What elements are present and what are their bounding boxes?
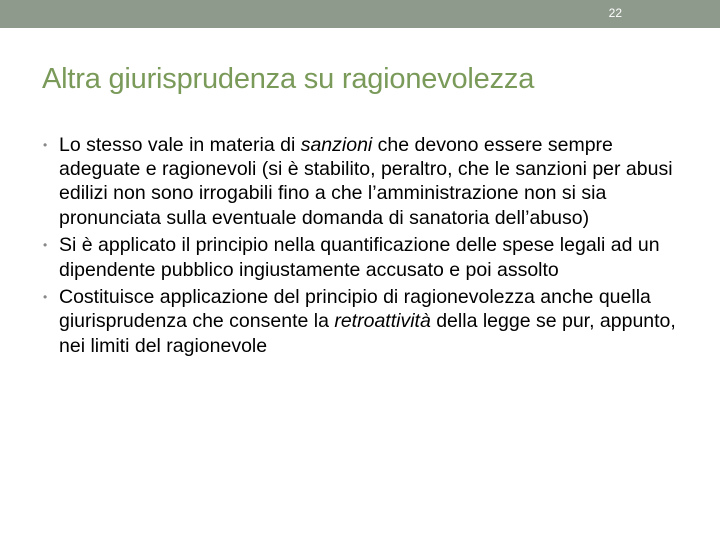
bullet-item: [40, 133, 680, 230]
header-bar: [0, 0, 720, 28]
slide-title: Altra giurisprudenza su ragionevolezza: [42, 63, 535, 95]
emphasis-text: sanzioni: [300, 134, 373, 156]
bullet-icon: •: [43, 238, 48, 253]
bullet-item: [40, 285, 680, 358]
bullet-text: Lo stesso vale in materia di sanzioni che devono essere sempre adeguate e ragionevoli (si è stabilito, peraltro, che le sanzioni per abusi edilizi non sono irrogabili fino a che l’amministrazione non si sia pronunciata sulla eventuale domanda di sanatoria dell’abuso): [59, 134, 673, 229]
emphasis-text: retroattività: [334, 310, 431, 333]
slide-number: 22: [608, 6, 622, 20]
bullet-item: [40, 233, 680, 281]
bullet-icon: •: [43, 138, 48, 152]
bullet-icon: •: [43, 290, 48, 305]
bullet-list: [40, 133, 680, 361]
bullet-text: Costituisce applicazione del principio di ragionevolezza anche quella giurisprudenza che consente la retroattività della legge se pur, appunto, nei limiti del ragionevole: [59, 286, 676, 357]
bullet-text: Si è applicato il principio nella quantificazione delle spese legali ad un dipendente pubblico ingiustamente accusato e poi assolto: [59, 234, 660, 281]
